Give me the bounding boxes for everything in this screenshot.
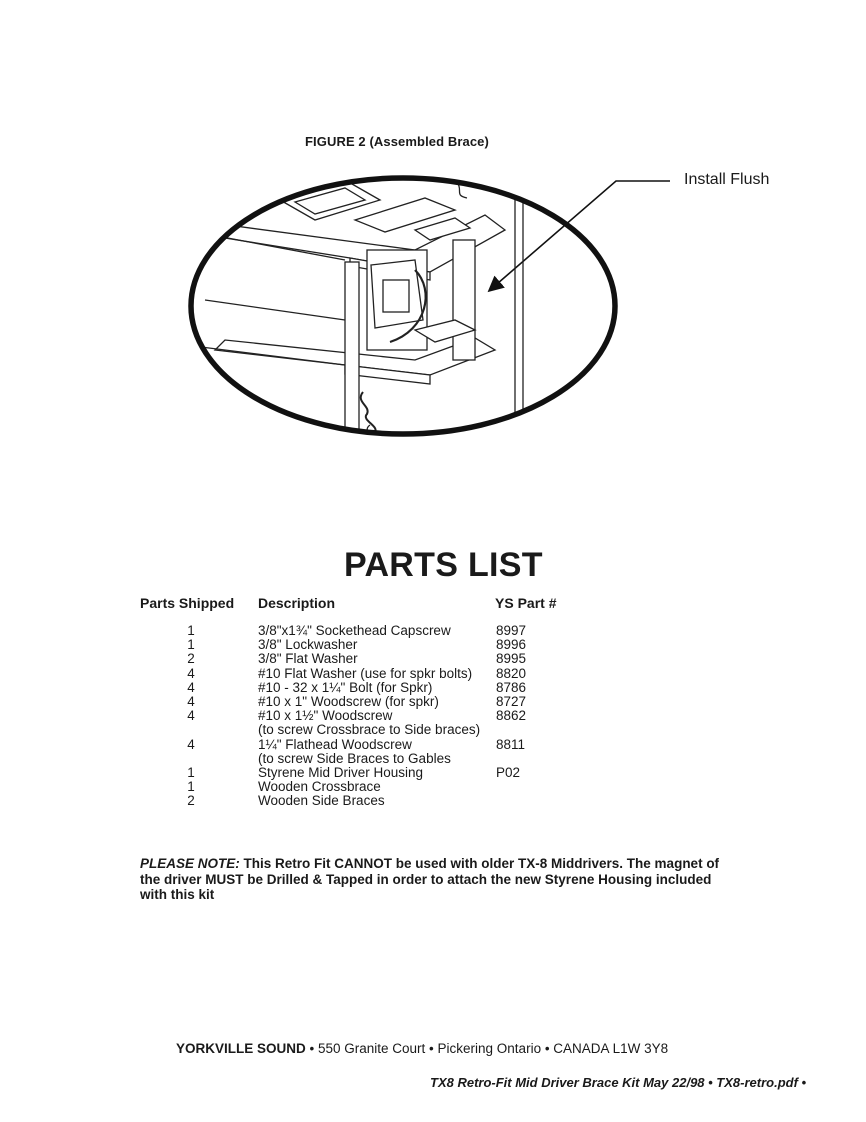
footer-company: YORKVILLE SOUND [176,1041,306,1056]
row-qty: 4 [187,693,195,709]
row-qty: 4 [187,736,195,752]
row-part-number: 8811 [496,736,526,752]
row-part-number: 8996 [496,637,527,653]
row-description: (to screw Side Braces to Gables [258,750,451,766]
row-qty: 1 [187,764,195,780]
table-row [0,624,866,638]
table-row [0,667,866,681]
row-description: #10 Flat Washer (use for spkr bolts) [258,665,473,681]
row-description: 3/8"x1¾" Sockethead Capscrew [258,623,451,638]
row-qty: 2 [187,793,195,809]
row-qty: 1 [187,637,195,653]
note-text: This Retro Fit CANNOT be used with older TX-8 Middrivers. The magnet of the driver MUST be Drilled & Tapped in order to attach the new Styrene Housing included with this kit [140,856,720,902]
row-qty: 1 [187,623,195,638]
row-description: #10 x 1½" Woodscrew [258,708,393,724]
table-row [0,780,866,794]
table-row [0,695,866,709]
row-qty: 4 [187,708,195,724]
row-part-number: 8820 [496,665,527,681]
callout-label: Install Flush [684,171,770,188]
table-row [0,638,866,652]
document-id-line: TX8 Retro-Fit Mid Driver Brace Kit May 22/98 • TX8-retro.pdf • [430,1075,807,1090]
row-qty: 4 [187,679,195,695]
parts-table [0,624,866,808]
column-header-qty: Parts Shipped [140,595,235,611]
row-description: 3/8" Lockwasher [258,637,358,653]
row-description: Styrene Mid Driver Housing [258,764,424,780]
table-row [0,766,866,780]
footer-address [176,1041,668,1056]
row-part-number: 8727 [496,693,527,709]
brace-illustration [185,170,625,445]
row-part-number: 8786 [496,679,527,695]
row-part-number: P02 [496,764,521,780]
row-qty: 1 [187,779,195,795]
table-row [0,681,866,695]
row-description: #10 - 32 x 1¼" Bolt (for Spkr) [258,679,433,695]
table-row [0,652,866,666]
table-row [0,738,866,752]
footer-address-text: • 550 Granite Court • Pickering Ontario • CANADA L1W 3Y8 [305,1041,669,1056]
table-row [0,723,866,737]
row-part-number: 8995 [496,651,527,667]
parts-list-heading: PARTS LIST [344,546,543,584]
table-row [0,794,866,808]
row-qty: 4 [187,665,195,681]
table-row [0,709,866,723]
row-qty: 2 [187,651,195,667]
row-part-number: 8862 [496,708,527,724]
note-lead: PLEASE NOTE: [140,856,240,871]
column-header-part-number: YS Part # [495,595,557,611]
figure-title: FIGURE 2 (Assembled Brace) [305,134,489,149]
row-description: #10 x 1" Woodscrew (for spkr) [258,693,439,709]
column-header-description: Description [258,595,336,611]
row-description: (to screw Crossbrace to Side braces) [258,722,481,738]
row-description: 1¼" Flathead Woodscrew [258,736,412,752]
row-part-number: 8997 [496,623,527,638]
row-description: Wooden Side Braces [258,793,385,809]
note-paragraph [140,856,720,903]
row-description: 3/8" Flat Washer [258,651,358,667]
table-row [0,752,866,766]
row-description: Wooden Crossbrace [258,779,381,795]
